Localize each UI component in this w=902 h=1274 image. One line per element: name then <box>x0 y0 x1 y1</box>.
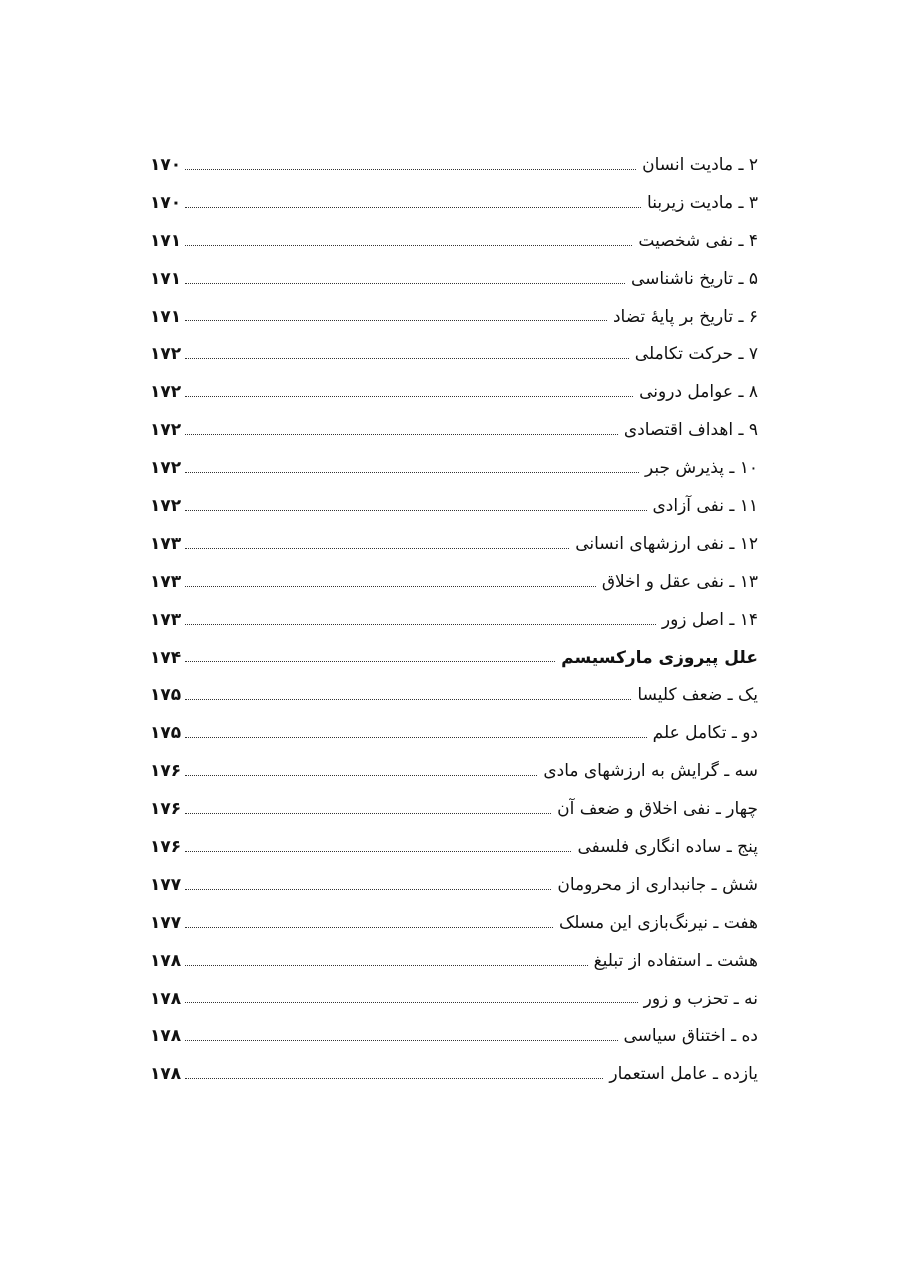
toc-entry <box>150 412 758 450</box>
toc-entry-title: ۲ ـ مادیت انسان <box>642 155 758 175</box>
dot-leader <box>185 434 618 435</box>
toc-entry <box>150 1056 758 1094</box>
toc-page-number: ۱۷۱ <box>150 306 182 327</box>
toc-entry <box>150 1018 758 1056</box>
toc-entry-title: ۱۰ ـ پذیرش جبر <box>645 458 758 479</box>
toc-entry-title: پنج ـ ساده انگاری فلسفی <box>577 837 758 858</box>
toc-entry <box>150 299 758 337</box>
toc-entry-title: ۴ ـ نفی شخصیت <box>638 230 758 251</box>
toc-page-number: ۱۷۸ <box>150 1026 182 1047</box>
toc-entry-title: سه ـ گرایش به ارزشهای مادی <box>543 761 758 782</box>
toc-entry-title: ۹ ـ اهداف اقتصادی <box>623 420 758 441</box>
toc-entry-title: شش ـ جانبداری از محرومان <box>557 874 758 895</box>
toc-page-number: ۱۷۳ <box>150 533 182 554</box>
toc-entry-title: هشت ـ استفاده از تبلیغ <box>593 950 758 971</box>
dot-leader <box>185 775 537 776</box>
toc-page-number: ۱۷۱ <box>150 230 182 251</box>
toc-entry <box>150 185 758 223</box>
toc-entry-title: ۱۱ ـ نفی آزادی <box>652 496 758 517</box>
dot-leader <box>185 320 607 321</box>
toc-page-number: ۱۷۷ <box>150 874 182 895</box>
dot-leader <box>185 1002 637 1003</box>
toc-entry-title: ۵ ـ تاریخ ناشناسی <box>630 268 758 289</box>
toc-entry-title: علل پیروزی مارکسیسم <box>561 647 758 668</box>
dot-leader <box>185 661 555 662</box>
dot-leader <box>185 283 625 284</box>
dot-leader <box>185 813 551 814</box>
toc-entry <box>150 450 758 488</box>
toc-page-number: ۱۷۱ <box>150 268 182 289</box>
dot-leader <box>185 169 636 170</box>
toc-entry <box>150 336 758 374</box>
dot-leader <box>185 510 646 511</box>
toc-entry <box>150 905 758 943</box>
toc-entry <box>150 677 758 715</box>
toc-entry <box>150 526 758 564</box>
toc-entry-title: ۱۲ ـ نفی ارزشهای انسانی <box>575 533 758 554</box>
table-of-contents <box>150 147 758 1094</box>
toc-page-number: ۱۷۰ <box>150 192 182 213</box>
toc-entry <box>150 829 758 867</box>
toc-page-number: ۱۷۶ <box>150 837 182 858</box>
toc-entry <box>150 981 758 1019</box>
toc-entry-title: ۸ ـ عوامل درونی <box>639 382 758 403</box>
dot-leader <box>185 548 569 549</box>
toc-entry <box>150 374 758 412</box>
dot-leader <box>185 927 553 928</box>
dot-leader <box>185 396 633 397</box>
toc-entry-title: نه ـ تحزب و زور <box>643 988 758 1009</box>
toc-entry <box>150 791 758 829</box>
dot-leader <box>185 624 656 625</box>
toc-page-number: ۱۷۷ <box>150 912 182 933</box>
toc-entry-title: یک ـ ضعف کلیسا <box>637 685 758 706</box>
toc-entry <box>150 867 758 905</box>
toc-page-number: ۱۷۸ <box>150 950 182 971</box>
toc-entry-title: هفت ـ نیرنگ‌بازی این مسلک <box>559 912 758 933</box>
toc-page-number: ۱۷۶ <box>150 799 182 820</box>
dot-leader <box>185 889 551 890</box>
toc-entry <box>150 943 758 981</box>
toc-entry <box>150 753 758 791</box>
toc-page-number: ۱۷۲ <box>150 458 182 479</box>
toc-entry <box>150 715 758 753</box>
dot-leader <box>185 699 631 700</box>
toc-entry <box>150 488 758 526</box>
dot-leader <box>185 965 587 966</box>
toc-page-number: ۱۷۵ <box>150 685 182 706</box>
toc-section-heading <box>150 640 758 678</box>
toc-entry-title: چهار ـ نفی اخلاق و ضعف آن <box>557 799 758 820</box>
toc-page-number: ۱۷۲ <box>150 382 182 403</box>
toc-entry <box>150 223 758 261</box>
toc-page-number: ۱۷۲ <box>150 496 182 517</box>
toc-entry-title: ۶ ـ تاریخ بر پایهٔ تضاد <box>612 306 758 327</box>
dot-leader <box>185 245 632 246</box>
toc-entry-title: ۱۴ ـ اصل زور <box>661 609 758 630</box>
toc-page-number: ۱۷۴ <box>150 647 182 668</box>
toc-page-number: ۱۷۲ <box>150 420 182 441</box>
dot-leader <box>185 1040 617 1041</box>
toc-page-number: ۱۷۲ <box>150 344 182 365</box>
dot-leader <box>185 851 571 852</box>
dot-leader <box>185 472 639 473</box>
toc-page-number: ۱۷۳ <box>150 609 182 630</box>
toc-entry-title: دو ـ تکامل علم <box>652 723 758 744</box>
toc-entry-title: ده ـ اختناق سیاسی <box>623 1026 758 1047</box>
toc-page-number: ۱۷۸ <box>150 1064 182 1085</box>
dot-leader <box>185 586 596 587</box>
toc-entry-title: ۷ ـ حرکت تکاملی <box>634 344 758 365</box>
toc-page-number: ۱۷۸ <box>150 988 182 1009</box>
toc-page-number: ۱۷۶ <box>150 761 182 782</box>
toc-page-number: ۱۷۳ <box>150 571 182 592</box>
toc-entry <box>150 564 758 602</box>
toc-entry-title: ۳ ـ مادیت زیربنا <box>647 192 758 213</box>
toc-page-number: ۱۷۵ <box>150 723 182 744</box>
toc-entry <box>150 147 758 185</box>
toc-entry <box>150 261 758 299</box>
toc-entry <box>150 602 758 640</box>
toc-entry-title: یازده ـ عامل استعمار <box>609 1064 758 1085</box>
toc-page-number: ۱۷۰ <box>150 155 182 175</box>
dot-leader <box>185 737 647 738</box>
dot-leader <box>185 358 629 359</box>
dot-leader <box>185 1078 603 1079</box>
toc-entry-title: ۱۳ ـ نفی عقل و اخلاق <box>601 571 758 592</box>
dot-leader <box>185 207 641 208</box>
